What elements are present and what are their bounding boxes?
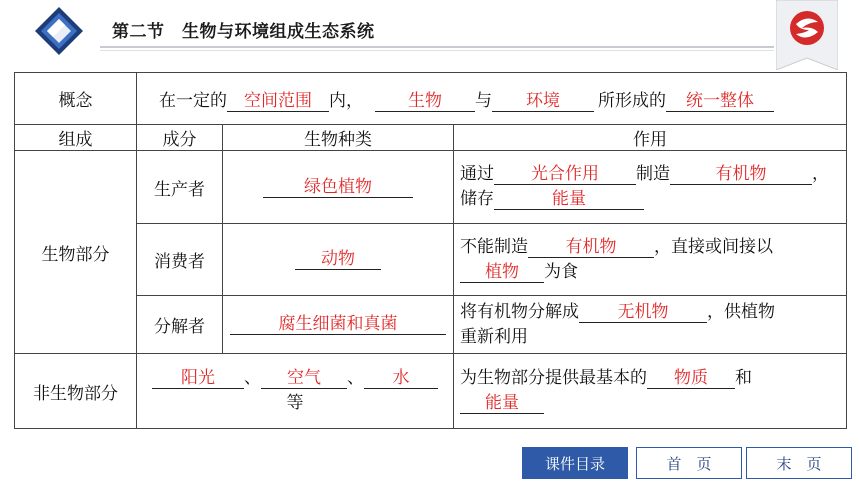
nonbio-role-cell <box>454 354 847 429</box>
producer-species-cell <box>223 151 454 224</box>
concept-text-2: 内， <box>329 90 363 111</box>
blank-nonbio-energy: 能量 <box>460 393 544 414</box>
producer-row <box>15 151 847 224</box>
blank-unified-whole: 统一整体 <box>666 91 774 112</box>
blank-green-plants: 绿色植物 <box>263 177 413 198</box>
blank-environment: 环境 <box>492 91 594 112</box>
decomposer-label: 分解者 <box>137 296 223 354</box>
concept-row <box>15 73 847 125</box>
decomposer-role-text-2: ，供植物 <box>707 301 775 322</box>
col-header-species: 生物种类 <box>223 125 454 151</box>
col-header-role: 作用 <box>454 125 847 151</box>
concept-label: 概念 <box>15 73 137 125</box>
nonbio-role-text-1: 为生物部分提供最基本的 <box>460 368 647 388</box>
col-header-group: 组成 <box>15 125 137 151</box>
producer-role-text-3: ， <box>812 164 829 184</box>
nonbio-etc: 等 <box>286 393 304 413</box>
decomposer-row <box>15 296 847 354</box>
blank-consumer-organic: 有机物 <box>528 237 654 258</box>
consumer-row <box>15 224 847 296</box>
consumer-role-cell <box>454 224 847 296</box>
header-divider <box>100 46 774 48</box>
nonbio-sep-2: 、 <box>347 368 364 388</box>
producer-role-text-2: 制造 <box>636 164 670 184</box>
blank-organism: 生物 <box>375 91 475 112</box>
blank-energy-storage: 能量 <box>494 189 644 210</box>
bio-part-label: 生物部分 <box>15 151 137 354</box>
producer-label: 生产者 <box>137 151 223 224</box>
blank-air: 空气 <box>261 368 347 389</box>
decomposer-role-cell <box>454 296 847 354</box>
blank-sunlight: 阳光 <box>152 368 244 389</box>
consumer-label: 消费者 <box>137 224 223 296</box>
consumer-role-text-1: 不能制造 <box>460 236 528 257</box>
page-title: 第二节 生物与环境组成生态系统 <box>112 22 375 42</box>
logo-diamond-icon <box>34 6 84 56</box>
nonbio-row <box>15 354 847 429</box>
header-row <box>15 125 847 151</box>
blank-organic-matter: 有机物 <box>670 164 812 185</box>
producer-role-text-4: 储存 <box>460 189 494 209</box>
nonbio-role-text-2: 和 <box>735 368 752 388</box>
concept-definition <box>137 73 847 125</box>
producer-role-cell <box>454 151 847 224</box>
blank-animals: 动物 <box>295 249 381 270</box>
nonbio-sep-1: 、 <box>244 368 261 388</box>
header <box>0 0 860 62</box>
blank-inorganic: 无机物 <box>579 302 707 323</box>
blank-matter: 物质 <box>647 368 735 389</box>
blank-plants: 植物 <box>460 262 544 283</box>
first-page-button[interactable]: 首 页 <box>636 447 742 479</box>
col-header-component: 成分 <box>137 125 223 151</box>
decomposer-role-text-3: 重新利用 <box>460 326 528 347</box>
nonbio-factors-cell <box>137 354 454 429</box>
concept-text-4: 所形成的 <box>598 90 666 111</box>
blank-saprophytes: 腐生细菌和真菌 <box>230 314 446 335</box>
concept-text-3: 与 <box>475 90 492 111</box>
consumer-role-text-2: ，直接或间接以 <box>654 236 773 257</box>
nonbio-label: 非生物部分 <box>15 354 137 429</box>
catalog-button[interactable]: 课件目录 <box>522 447 628 479</box>
decomposer-role-text-1: 将有机物分解成 <box>460 301 579 322</box>
decomposer-species-cell <box>223 296 454 354</box>
ecosystem-table <box>14 72 847 429</box>
producer-role-text-1: 通过 <box>460 164 494 184</box>
blank-water: 水 <box>364 368 438 389</box>
concept-text-1: 在一定的 <box>159 90 227 111</box>
blank-space-range: 空间范围 <box>227 91 329 112</box>
publisher-badge-icon <box>776 0 838 70</box>
header-divider-thin <box>100 50 774 51</box>
last-page-button[interactable]: 末 页 <box>746 447 852 479</box>
blank-photosynthesis: 光合作用 <box>494 164 636 185</box>
consumer-species-cell <box>223 224 454 296</box>
consumer-role-text-3: 为食 <box>544 261 578 282</box>
